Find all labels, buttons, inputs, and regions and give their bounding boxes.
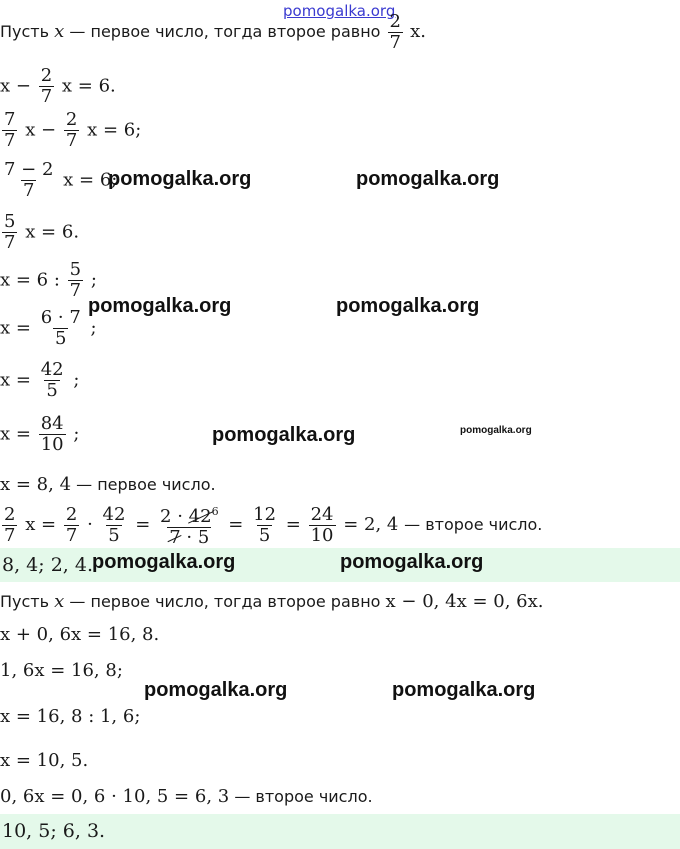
part1-intro-text: Пусть — [0, 22, 50, 41]
watermark: pomogalka.org — [212, 424, 356, 446]
part1-intro — [0, 12, 426, 53]
p1-line3: $\frac{7 - 2}{7}$ x = 6; — [4, 159, 118, 201]
watermark-top: pomogalka.org — [283, 2, 396, 20]
part1-intro-var: x — [54, 21, 65, 42]
watermark: pomogalka.org — [92, 551, 236, 573]
part2-intro: Пусть x — первое число, тогда второе равно x − 0, 4x = 0, 6x. — [0, 591, 544, 612]
p2-line3: x = 16, 8 : 1, 6; — [0, 706, 141, 727]
p2-line4: x = 10, 5. — [0, 750, 89, 771]
part1-intro-fraction: $\frac{2}{7}$ — [389, 11, 401, 53]
p1-line10: $\frac{2}{7}$ x = $\frac{2}{7}$ · $\frac{42}{5}$ = $\frac{2 \cdot 42^6}{7 \cdot 5}$ = $\frac{12}{5}$ = $\frac{24}{10}$ = 2, 4 — второе число. — [4, 503, 543, 548]
watermark: pomogalka.org — [336, 295, 480, 317]
p1-line8: x = $\frac{84}{10}$ ; — [0, 413, 80, 455]
part1-intro-mid: — первое число, тогда второе равно — [69, 22, 381, 41]
watermark: pomogalka.org — [392, 679, 536, 701]
watermark: pomogalka.org — [144, 679, 288, 701]
p1-line1: x − $\frac{2}{7}$ x = 6. — [0, 65, 116, 107]
p1-line9: x = 8, 4 — первое число. — [0, 474, 216, 495]
p1-line2: $\frac{7}{7}$ x − $\frac{2}{7}$ x = 6; — [4, 109, 142, 151]
watermark: pomogalka.org — [340, 551, 484, 573]
answer1: 8, 4; 2, 4. — [2, 554, 93, 576]
part1-intro-tail: x. — [410, 21, 426, 42]
watermark: pomogalka.org — [356, 168, 500, 190]
p1-line4: $\frac{5}{7}$ x = 6. — [4, 211, 80, 253]
p2-line1: x + 0, 6x = 16, 8. — [0, 624, 160, 645]
watermark-small: pomogalka.org — [460, 425, 532, 436]
watermark: pomogalka.org — [108, 168, 252, 190]
p1-line6: x = $\frac{6 \cdot 7}{5}$ ; — [0, 307, 97, 349]
p2-line5: 0, 6x = 0, 6 · 10, 5 = 6, 3 — второе число. — [0, 786, 373, 807]
answer2: 10, 5; 6, 3. — [2, 820, 106, 842]
p1-line7: x = $\frac{42}{5}$ ; — [0, 359, 80, 401]
p2-line2: 1, 6x = 16, 8; — [0, 660, 123, 681]
p1-line5: x = 6 : $\frac{5}{7}$ ; — [0, 259, 97, 301]
watermark: pomogalka.org — [88, 295, 232, 317]
